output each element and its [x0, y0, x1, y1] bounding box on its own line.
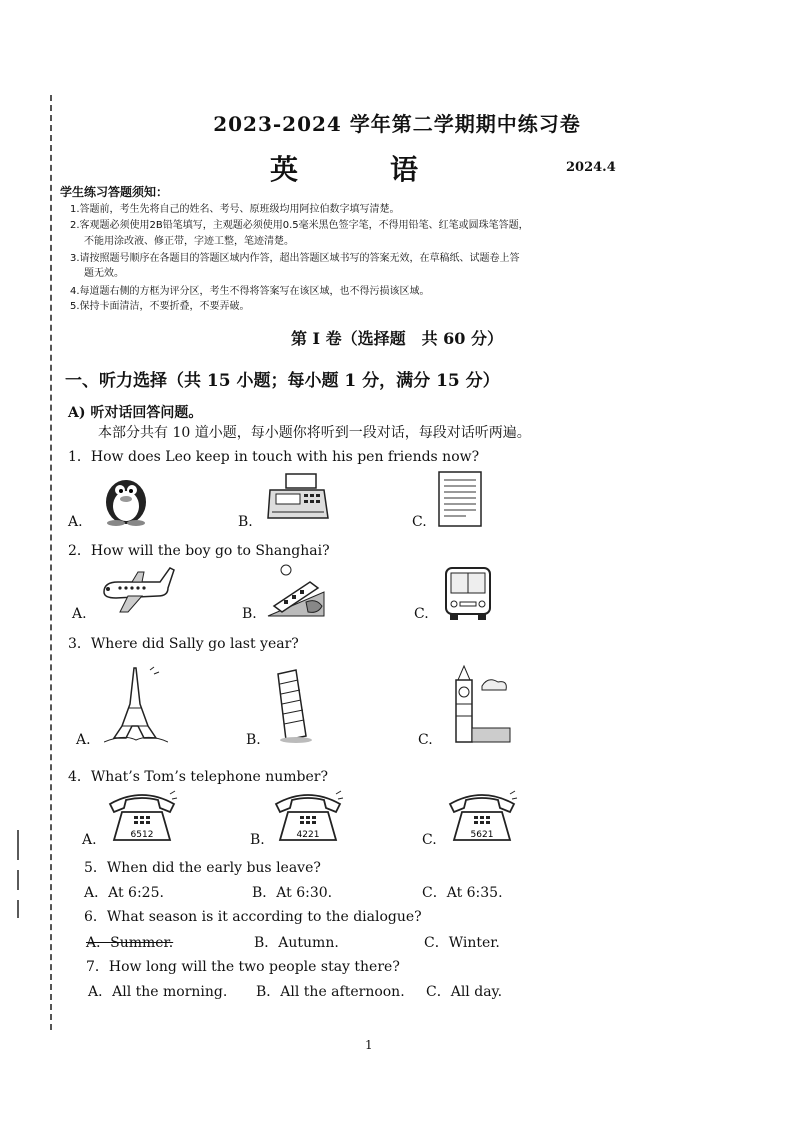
question-1: 1．How does Leo keep in touch with his pen friends now? — [68, 449, 480, 465]
option-label: B. — [250, 832, 265, 848]
margin-marks — [14, 830, 24, 920]
binding-line — [50, 95, 52, 1030]
fax-machine-icon — [266, 472, 330, 524]
notice-item: 4.每道题右侧的方框为评分区，考生不得将答案写在该区域，也不得污损该区域。 — [70, 286, 430, 297]
exam-title: 2023-2024 学年第二学期期中练习卷 — [213, 112, 581, 136]
option-label: C. — [422, 832, 437, 848]
option-label: C. — [418, 732, 433, 748]
part-a-title: A) 听对话回答问题。 — [68, 405, 203, 421]
question-3: 3．Where did Sally go last year? — [68, 636, 299, 652]
option-c: C．All day. — [426, 984, 503, 1000]
exam-date: 2024.4 — [566, 160, 616, 175]
eiffel-tower-icon — [104, 664, 168, 744]
question-4: 4．What’s Tom’s telephone number? — [68, 769, 328, 785]
option-label: A. — [72, 606, 87, 622]
option-label: B. — [242, 606, 257, 622]
telephone-icon — [446, 790, 518, 844]
option-b: B．All the afternoon. — [256, 984, 405, 1000]
notice-item: 2.客观题必须使用2B铅笔填写，主观题必须使用0.5毫米黑色签字笔，不得用铅笔、红笔或圆珠笔答题， — [70, 220, 529, 231]
question-7: 7．How long will the two people stay there? — [86, 959, 400, 975]
option-b: B．At 6:30. — [252, 885, 333, 901]
section-title: 第 I 卷（选择题 共 60 分） — [290, 329, 504, 348]
phone-number: 5621 — [470, 830, 494, 840]
notice-item: 不能用涂改液、修正带，字迹工整，笔迹清楚。 — [84, 236, 294, 247]
phone-number: 6512 — [130, 830, 154, 840]
option-c: C．At 6:35. — [422, 885, 503, 901]
part-a-description: 本部分共有 10 道小题，每小题你将听到一段对话，每段对话听两遍。 — [98, 425, 531, 441]
option-label: A. — [76, 732, 91, 748]
page-number: 1 — [365, 1038, 373, 1052]
option-label: A. — [68, 514, 83, 530]
subject-char-1: 英 — [270, 153, 299, 186]
part-title: 一、听力选择（共 15 小题；每小题 1 分，满分 15 分） — [65, 371, 500, 391]
phone-number: 4221 — [296, 830, 320, 840]
question-2: 2．How will the boy go to Shanghai? — [68, 543, 330, 559]
notice-item: 题无效。 — [84, 268, 124, 279]
option-label: B. — [246, 732, 261, 748]
option-a: A．At 6:25. — [84, 885, 164, 901]
qq-penguin-icon — [100, 470, 152, 526]
question-5: 5．When did the early bus leave? — [84, 860, 321, 876]
notice-item: 1.答题前，考生先将自己的姓名、考号、原班级均用阿拉伯数字填写清楚。 — [70, 204, 400, 215]
question-6: 6．What season is it according to the dialogue? — [84, 909, 422, 925]
big-ben-icon — [444, 664, 512, 744]
airplane-icon — [98, 562, 176, 618]
leaning-tower-icon — [266, 664, 314, 744]
option-label: A. — [82, 832, 97, 848]
option-c: C．Winter. — [424, 935, 500, 951]
option-label: C. — [412, 514, 427, 530]
notice-item: 5.保持卡面清洁，不要折叠，不要弄破。 — [70, 301, 250, 312]
bus-icon — [442, 564, 494, 622]
subject-char-2: 语 — [390, 153, 419, 186]
telephone-icon — [106, 790, 178, 844]
notice-title: 学生练习答题须知： — [60, 185, 169, 199]
option-label: C. — [414, 606, 429, 622]
telephone-icon — [272, 790, 344, 844]
option-a: A．Summer. — [86, 935, 174, 951]
option-label: B. — [238, 514, 253, 530]
notice-item: 3.请按照题号顺序在各题目的答题区域内作答，超出答题区域书写的答案无效，在草稿纸、试题卷上答 — [70, 253, 520, 264]
subject-title — [270, 148, 510, 188]
option-a: A．All the morning. — [88, 984, 228, 1000]
train-icon — [266, 562, 326, 618]
letter-paper-icon — [436, 470, 484, 528]
option-b: B．Autumn. — [254, 935, 339, 951]
